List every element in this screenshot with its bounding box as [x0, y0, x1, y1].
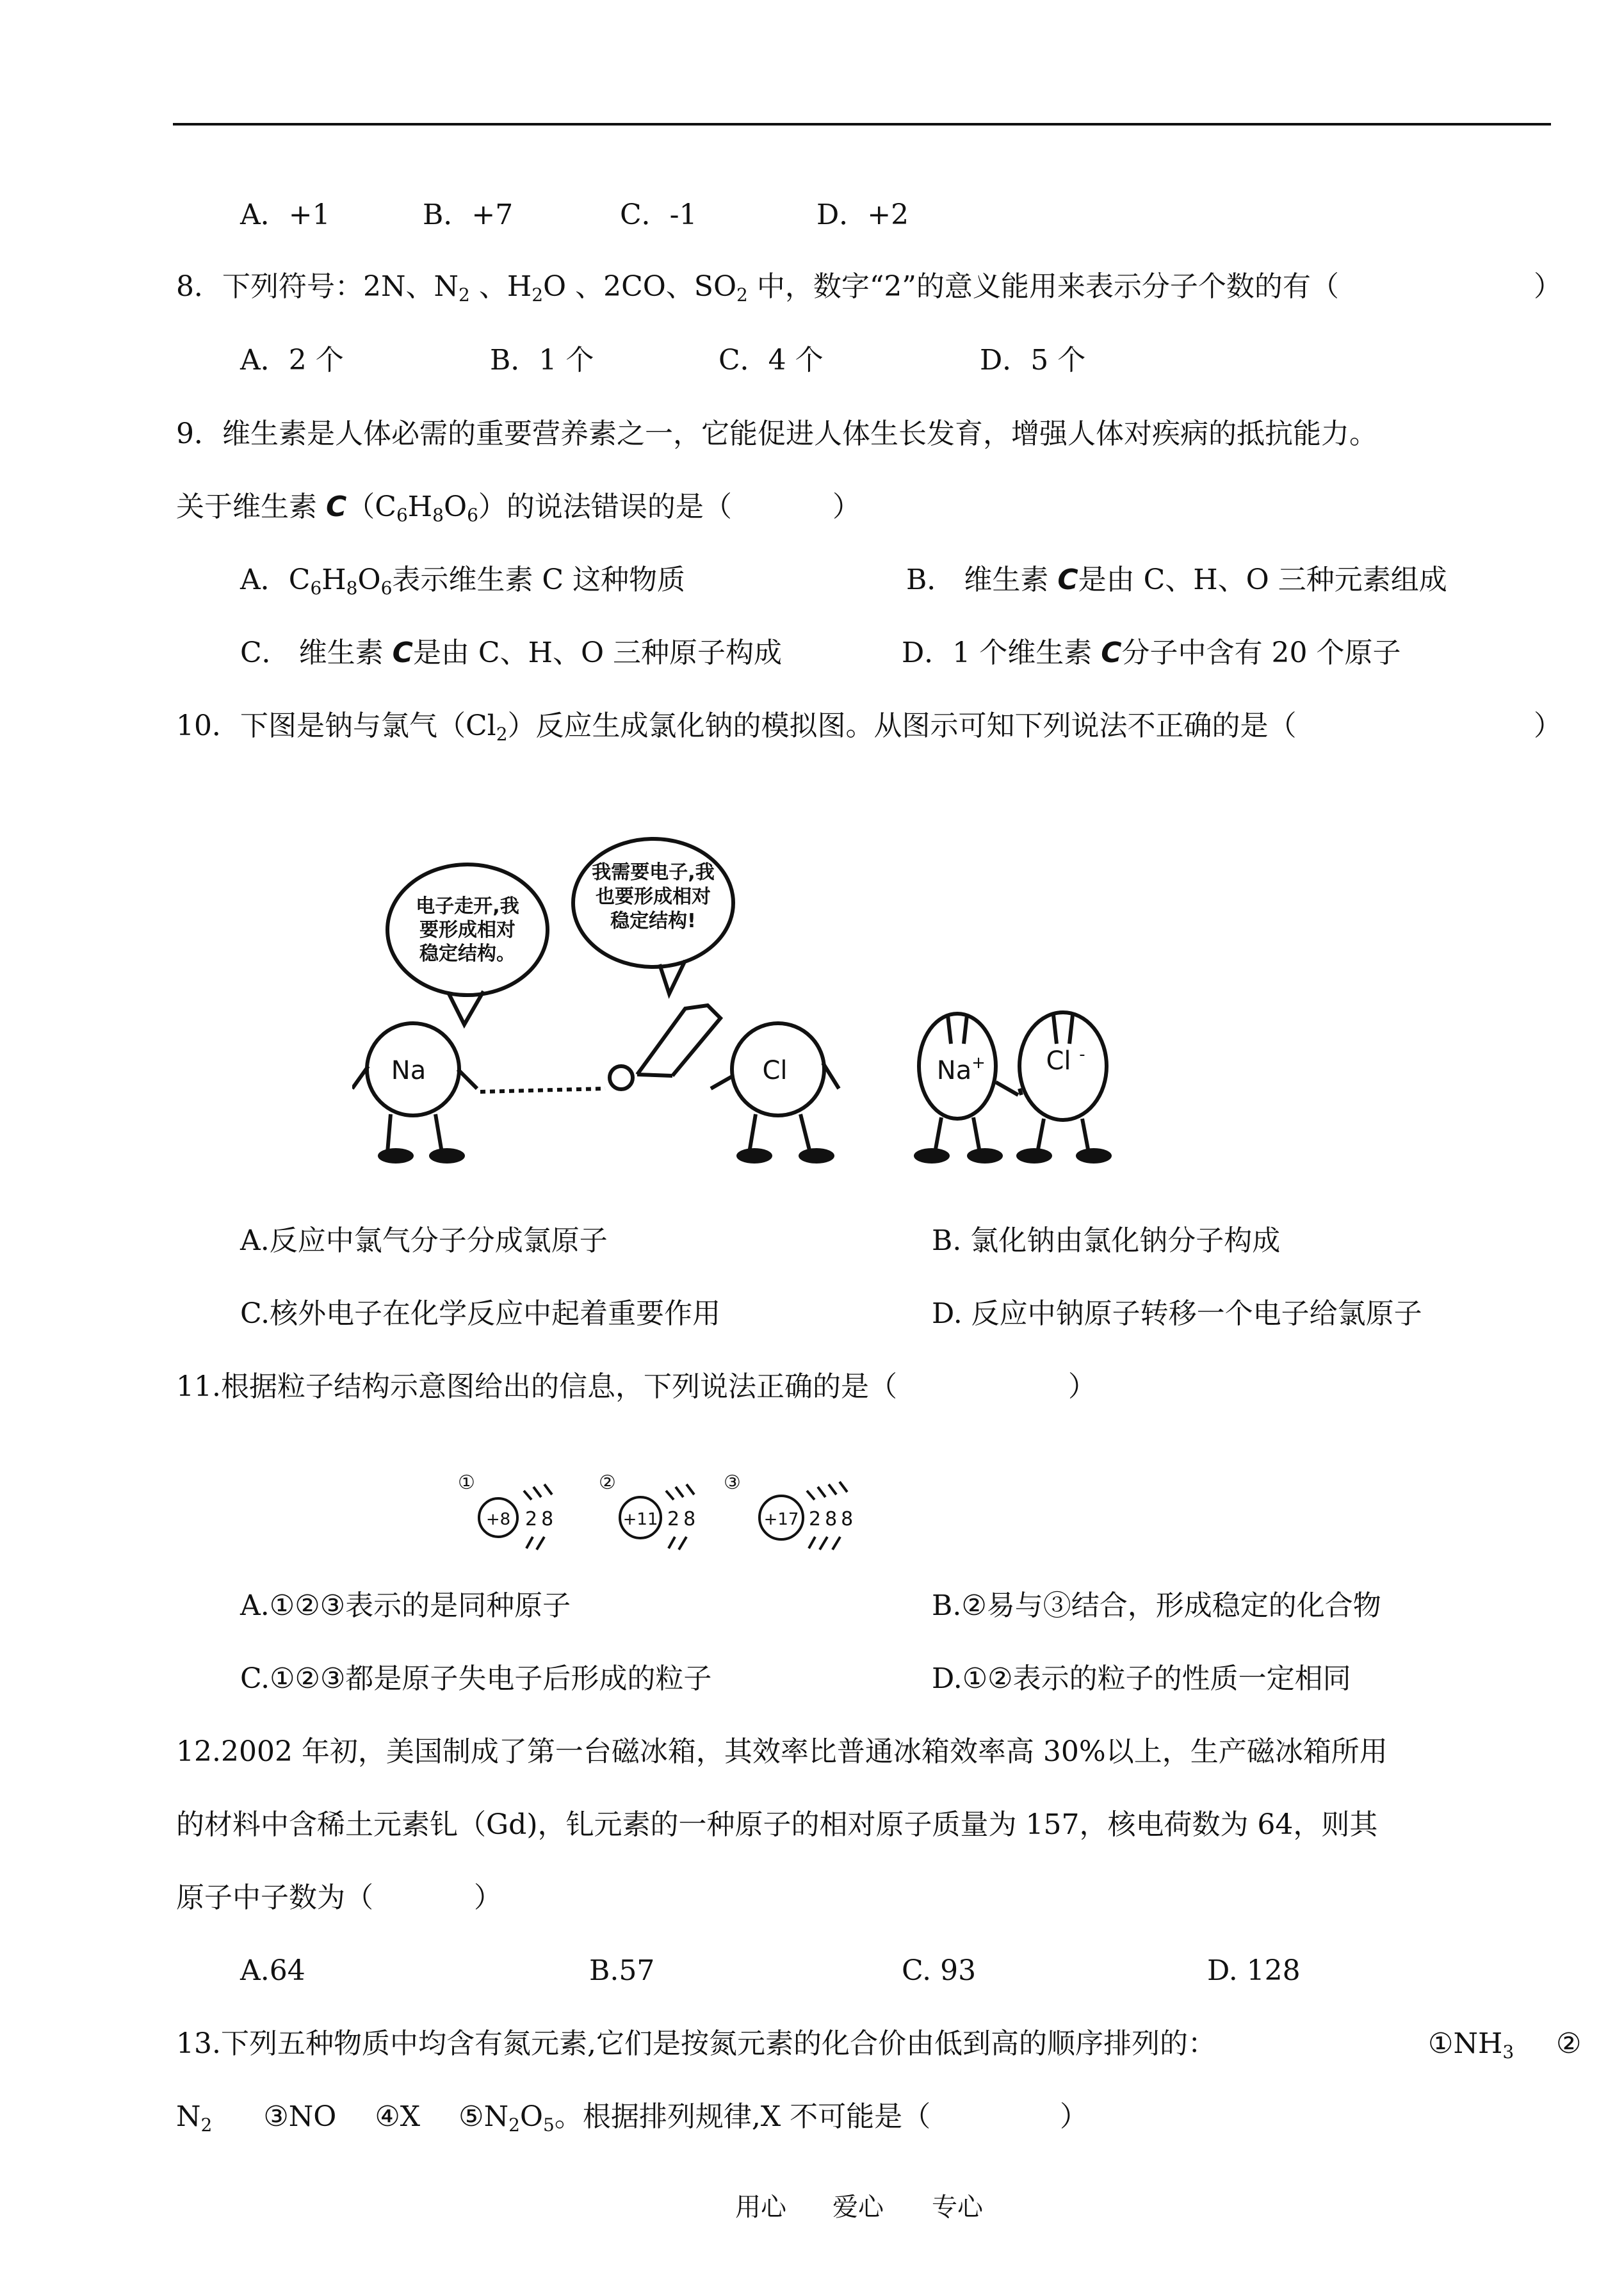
q12-option-b: B.57 — [589, 1954, 655, 1987]
q11-paren-close: ） — [1068, 1370, 1096, 1403]
diagram-1-mark: ① — [458, 1472, 475, 1494]
q11-option-a: A.①②③表示的是同种原子 — [240, 1589, 571, 1622]
diagram-2-shells: 28 — [667, 1508, 700, 1530]
q10-paren-close: ） — [1534, 710, 1562, 742]
na-ion-label: Na — [936, 1056, 972, 1085]
header-rule — [173, 123, 1551, 126]
diagram-2-nucleus: +11 — [622, 1510, 658, 1529]
q8-option-a: A．2 个 — [240, 344, 344, 377]
q9-line2: 关于维生素 $C(C_6H_8O_6)$的说法错误的是（ — [176, 491, 732, 526]
q13-line2: $N_2$ ③NO ④X $⑤N_2O_5$。根据排列规律,X 不可能是（ — [176, 2100, 931, 2136]
na-bubble-line3: 稳定结构。 — [419, 943, 516, 965]
q11-option-d: D.①②表示的粒子的性质一定相同 — [932, 1662, 1351, 1695]
diagram-3-nucleus: +17 — [763, 1510, 799, 1529]
diagram-1-nucleus: +8 — [485, 1510, 511, 1529]
q9-option-d: D．1 个维生素 C分子中含有 20 个原子 — [902, 637, 1401, 669]
sodium-chlorine-cartoon — [352, 832, 1185, 1165]
q12-paren-close: ） — [474, 1881, 502, 1914]
q11-option-c: C.①②③都是原子失电子后形成的粒子 — [240, 1662, 712, 1695]
q11-option-b: B.②易与③结合，形成稳定的化合物 — [932, 1589, 1381, 1622]
q10-option-d: D. 反应中钠原子转移一个电子给氯原子 — [932, 1297, 1422, 1330]
q13-paren-close: ） — [1060, 2100, 1088, 2133]
diagram-3-mark: ③ — [724, 1472, 741, 1494]
q7-option-c: C．-1 — [620, 199, 697, 231]
q9-option-a: A．$C_6H_8O_6$表示维生素 C 这种物质 — [240, 564, 686, 599]
q13-nh3: $①NH_3$ — [1428, 2027, 1514, 2063]
diagram-3-shells: 288 — [809, 1508, 857, 1530]
particle-structure-diagrams — [455, 1466, 877, 1556]
footer-item-1: 用心 — [735, 2193, 786, 2222]
na-ion-charge: + — [971, 1053, 986, 1073]
q8-option-d: D．5 个 — [980, 344, 1086, 377]
q13-line1: 13.下列五种物质中均含有氮元素,它们是按氮元素的化合价由低到高的顺序排列的： — [176, 2027, 1216, 2060]
q12-line2: 的材料中含稀土元素钆（Gd)，钆元素的一种原子的相对原子质量为 157，核电荷数为 64，则其 — [176, 1808, 1378, 1841]
q8-stem: 8．下列符号：2N、$N_2$ 、$H_2O$ 、2CO、$SO_2$ 中，数字“2”的意义能用来表示分子个数的有（ — [176, 270, 1339, 305]
q9-option-b: B． 维生素 C是由 C、H、O 三种元素组成 — [906, 564, 1447, 596]
na-atom-label: Na — [391, 1056, 426, 1085]
q12-option-d: D. 128 — [1207, 1954, 1301, 1987]
q10-option-a: A.反应中氯气分子分成氯原子 — [240, 1224, 608, 1257]
q7-option-b: B．+7 — [423, 199, 514, 231]
diagram-1-shells: 28 — [525, 1508, 558, 1530]
q10-option-c: C.核外电子在化学反应中起着重要作用 — [240, 1297, 721, 1330]
cl-atom-label: Cl — [762, 1056, 788, 1085]
q7-option-a: A．+1 — [240, 199, 330, 231]
cl-ion-label: Cl — [1046, 1046, 1071, 1076]
q9-option-c: C． 维生素 C是由 C、H、O 三种原子构成 — [240, 637, 783, 669]
q12-option-a: A.64 — [240, 1954, 305, 1987]
q11-stem: 11.根据粒子结构示意图给出的信息，下列说法正确的是（ — [176, 1370, 897, 1403]
q9-paren-close: ） — [832, 491, 861, 523]
q12-option-c: C. 93 — [902, 1954, 977, 1987]
cl-ion-charge: - — [1079, 1045, 1085, 1064]
cl-bubble-line1: 我需要电子,我 — [592, 861, 715, 884]
q8-paren-close: ） — [1534, 270, 1562, 303]
q12-line1: 12.2002 年初，美国制成了第一台磁冰箱，其效率比普通冰箱效率高 30%以上，生产磁冰箱所用 — [176, 1735, 1388, 1768]
cl-bubble-line2: 也要形成相对 — [596, 886, 711, 908]
q10-stem: 10．下图是钠与氯气$(Cl_2)$反应生成氯化钠的模拟图。从图示可知下列说法不正确的是（ — [176, 710, 1297, 745]
cl-bubble-line3: 稳定结构! — [610, 910, 696, 932]
footer-item-3: 专心 — [932, 2193, 983, 2222]
q7-option-d: D．+2 — [816, 199, 909, 231]
q8-option-c: C．4 个 — [719, 344, 824, 377]
q13-mark-2: ② — [1556, 2027, 1582, 2060]
footer-item-2: 爱心 — [832, 2193, 884, 2222]
na-bubble-line1: 电子走开,我 — [416, 895, 519, 918]
q10-option-b: B. 氯化钠由氯化钠分子构成 — [932, 1224, 1281, 1257]
diagram-2-mark: ② — [599, 1472, 616, 1494]
q12-line3: 原子中子数为（ — [176, 1881, 373, 1914]
na-bubble-line2: 要形成相对 — [419, 919, 516, 941]
q9-line1: 9．维生素是人体必需的重要营养素之一，它能促进人体生长发育，增强人体对疾病的抵抗能力。 — [176, 418, 1377, 450]
q8-option-b: B．1 个 — [490, 344, 594, 377]
